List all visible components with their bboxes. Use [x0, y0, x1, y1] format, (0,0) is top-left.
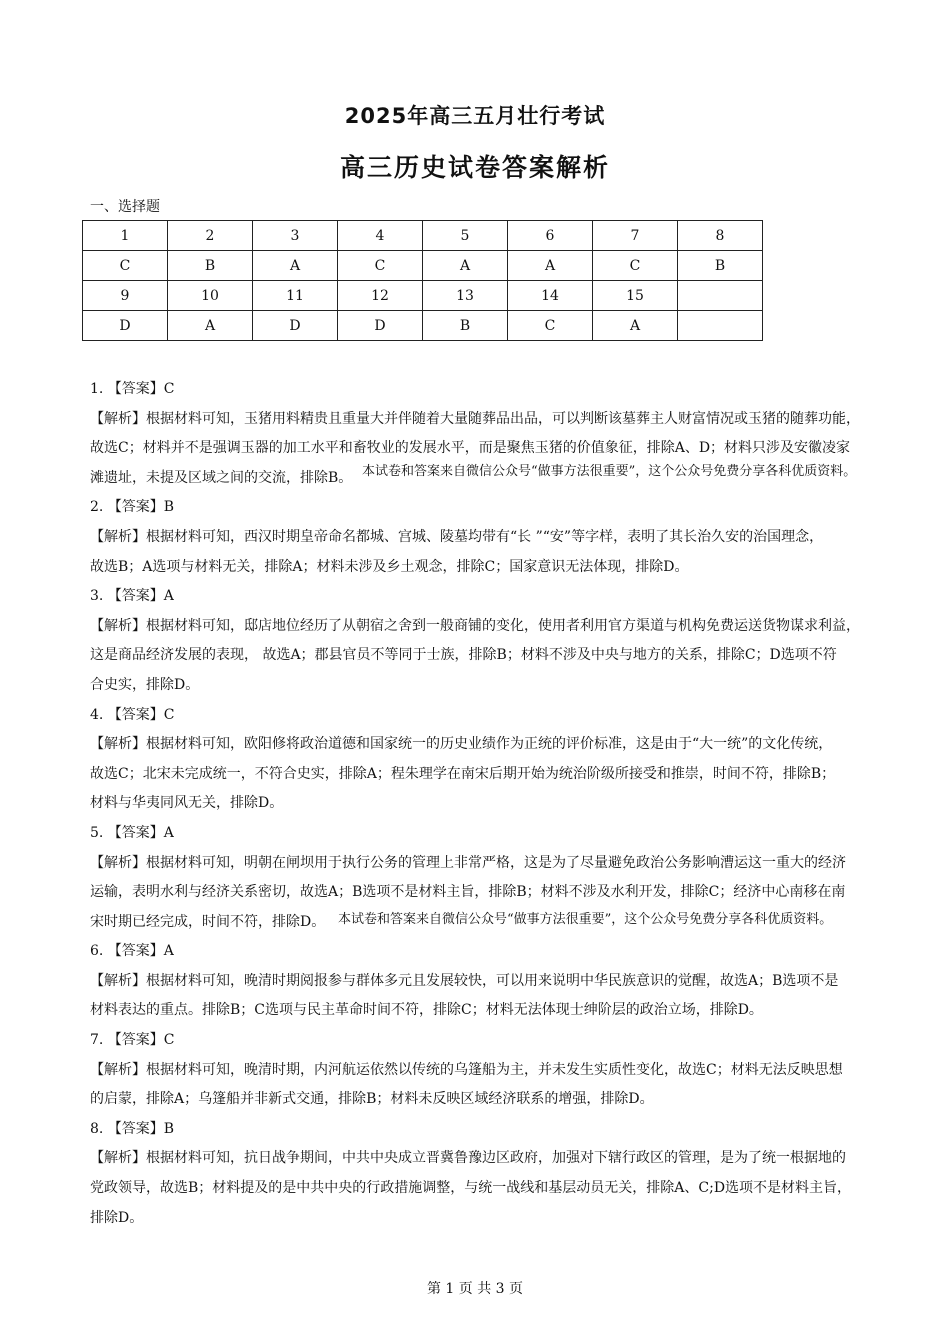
watermark-note: 本试卷和答案来自微信公众号“做事方法很重要”，这个公众号免费分享各科优质资料。	[338, 912, 833, 927]
explanation-line: 故选C；材料并不是强调玉器的加工水平和畜牧业的发展水平，而是聚焦玉猪的价值象征，排除A、D；材料只涉及安徽凌家	[90, 440, 851, 457]
explanation-line: 宋时期已经完成，时间不符，排除D。	[90, 913, 326, 930]
table-cell	[678, 311, 763, 341]
table-cell: 4	[338, 221, 423, 251]
explanation-line: 【解析】根据材料可知，欧阳修将政治道德和国家统一的历史业绩作为正统的评价标准，这是由于“大一统”的文化传统，	[90, 736, 833, 753]
explanation-line: 【解析】根据材料可知，邸店地位经历了从朝宿之舍到一般商铺的变化，使用者利用官方渠道与机构免费运送货物谋求利益，	[90, 617, 860, 634]
exam-subtitle: 高三历史试卷答案解析	[339, 153, 610, 182]
explanation-line: 排除D。	[90, 1209, 144, 1226]
table-row	[83, 251, 763, 281]
explanation-line: 材料与华夷同风无关，排除D。	[90, 795, 284, 812]
table-cell: 9	[83, 281, 168, 311]
table-cell: B	[678, 251, 763, 281]
explanation-line: 合史实，排除D。	[90, 676, 200, 693]
answer-label: 3. 【答案】A	[90, 588, 174, 605]
explanation-line: 滩遗址，未提及区域之间的交流，排除B。	[90, 469, 353, 486]
table-cell: D	[338, 311, 423, 341]
explanation-line: 【解析】根据材料可知，晚清时期阅报参与群体多元且发展较快，可以用来说明中华民族意识的觉醒，故选A；B选项不是	[90, 972, 839, 989]
table-cell: 3	[253, 221, 338, 251]
table-cell: 1	[83, 221, 168, 251]
explanation-line: 党政领导，故选B；材料提及的是中共中央的行政措施调整，与统一战线和基层动员无关，排除A、C;D选项不是材料主旨，	[90, 1180, 852, 1197]
section-label: 一、选择题	[90, 199, 160, 215]
table-row	[83, 311, 763, 341]
table-cell: 5	[423, 221, 508, 251]
answer-label: 8. 【答案】B	[90, 1120, 175, 1137]
answer-label: 5. 【答案】A	[90, 824, 174, 841]
table-cell: A	[593, 311, 678, 341]
table-cell: 6	[508, 221, 593, 251]
table-cell: B	[168, 251, 253, 281]
table-cell: B	[423, 311, 508, 341]
table-cell: 12	[338, 281, 423, 311]
explanation-line: 故选C；北宋未完成统一，不符合史实，排除A；程朱理学在南宋后期开始为统治阶级所接受和推崇，时间不符，排除B；	[90, 765, 836, 782]
table-cell: D	[253, 311, 338, 341]
answer-label: 4. 【答案】C	[90, 706, 175, 723]
table-cell	[678, 281, 763, 311]
explanation-line: 【解析】根据材料可知，西汉时期皇帝命名都城、宫城、陵墓均带有“长 ”“安”等字样，表明了其长治久安的治国理念，	[90, 528, 824, 545]
answer-label: 1. 【答案】C	[90, 381, 175, 397]
answer-label: 7. 【答案】C	[90, 1032, 175, 1049]
table-row	[83, 281, 763, 311]
page-number: 第 1 页 共 3 页	[426, 1281, 524, 1297]
explanation-line: 【解析】根据材料可知，晚清时期，内河航运依然以传统的乌篷船为主，并未发生实质性变化，故选C；材料无法反映思想	[90, 1061, 843, 1078]
table-cell: A	[168, 311, 253, 341]
table-cell: C	[83, 251, 168, 281]
table-cell: 11	[253, 281, 338, 311]
explanation-line: 故选B；A选项与材料无关，排除A；材料未涉及乡土观念，排除C；国家意识无法体现，排除D。	[90, 558, 689, 575]
table-cell: C	[593, 251, 678, 281]
answer-label: 6. 【答案】A	[90, 943, 174, 960]
explanation-line: 【解析】根据材料可知，明朝在闸坝用于执行公务的管理上非常严格，这是为了尽量避免政治公务影响漕运这一重大的经济	[90, 854, 846, 871]
table-cell: A	[508, 251, 593, 281]
table-cell: A	[253, 251, 338, 281]
table-cell: C	[338, 251, 423, 281]
explanation-line: 【解析】根据材料可知，玉猪用料精贵且重量大并伴随着大量随葬品出品，可以判断该墓葬主人财富情况或玉猪的随葬功能，	[90, 410, 860, 427]
exam-title: 2025年高三五月壮行考试	[344, 104, 606, 128]
table-cell: 14	[508, 281, 593, 311]
explanation-line: 运输，表明水利与经济关系密切，故选A；B选项不是材料主旨，排除B；材料不涉及水利开发，排除C；经济中心南移在南	[90, 884, 846, 901]
explanation-line: 这是商品经济发展的表现， 故选A；郡县官员不等同于士族，排除B；材料不涉及中央与地方的关系，排除C；D选项不符	[90, 647, 837, 664]
answer-table	[82, 220, 763, 341]
explanation-line: 的启蒙，排除A；乌篷船并非新式交通，排除B；材料未反映区域经济联系的增强，排除D。	[90, 1091, 654, 1108]
table-row	[83, 221, 763, 251]
explanation-line: 材料表达的重点。排除B；C选项与民主革命时间不符，排除C；材料无法体现士绅阶层的政治立场，排除D。	[90, 1002, 763, 1019]
table-cell: 15	[593, 281, 678, 311]
table-cell: D	[83, 311, 168, 341]
table-cell: C	[508, 311, 593, 341]
explanation-line: 【解析】根据材料可知，抗日战争期间，中共中央成立晋冀鲁豫边区政府，加强对下辖行政区的管理，是为了统一根据地的	[90, 1150, 846, 1167]
table-cell: 7	[593, 221, 678, 251]
table-cell: A	[423, 251, 508, 281]
table-cell: 8	[678, 221, 763, 251]
table-cell: 13	[423, 281, 508, 311]
answer-explanations	[90, 375, 870, 1233]
table-cell: 2	[168, 221, 253, 251]
table-cell: 10	[168, 281, 253, 311]
watermark-note: 本试卷和答案来自微信公众号“做事方法很重要”，这个公众号免费分享各科优质资料。	[362, 464, 857, 479]
answer-label: 2. 【答案】B	[90, 499, 175, 516]
